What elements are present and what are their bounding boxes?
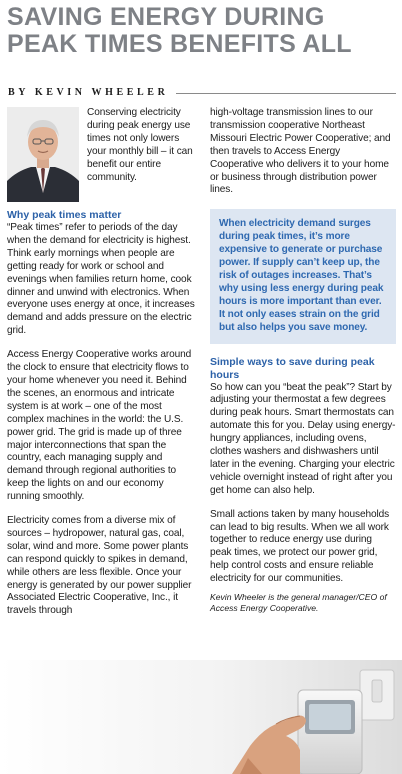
intro-paragraph: Conserving electricity during peak energy use times not only lowers your monthly bill – it can benefit our entire community.: [87, 107, 193, 183]
thermostat-photo: [0, 660, 402, 774]
paragraph: “Peak times” refer to periods of the day when the demand for electricity is highest. Think early mornings when people are getting ready for work or school and evenings when families return home, cook dinner and unwind with electronics. When everyone uses energy at once, it increases demand and adds pressure on the electric grid.: [7, 222, 195, 337]
author-portrait: [7, 107, 79, 202]
column-right: [210, 107, 396, 614]
pull-quote-text: When electricity demand surges during peak times, it’s more expensive to generate or purchase power. If supply can’t keep up, the risk of outages increases. That’s why using less energy during peak hours is more important than ever. It not only eases strain on the grid but also helps you save money.: [219, 218, 384, 333]
byline: BY KEVIN WHEELER: [8, 87, 169, 98]
paragraph: Small actions taken by many households can lead to big results. When we all work together to reduce energy use during peak times, we protect our power grid, help control costs and ensure reliable electricity for our communities.: [210, 508, 390, 585]
paragraph: Electricity comes from a diverse mix of sources – hydropower, natural gas, coal, solar, wind and more. Some power plants can respond quickly to spikes in demand, while others are less flexible. Once your energy is generated by our power supplier Associated Electric Cooperative, Inc., it travels through: [7, 515, 192, 617]
pull-quote: [210, 209, 396, 343]
byline-rule: [176, 93, 396, 94]
section-heading-simple-ways: Simple ways to save during peak hours: [210, 355, 375, 381]
paragraph: Access Energy Cooperative works around the clock to ensure that electricity flows to your home whenever you need it. Behind the scenes, an enormous and intricate system is at work – one of the most complex machines in the world: the U.S. power grid. The grid is made up of three major interconnections that span the country, each managing supply and demand through regional authorities to keep the lights on and our economy running smoothly.: [7, 349, 192, 503]
column-left: [7, 107, 199, 629]
paragraph: high-voltage transmission lines to our transmission cooperative Northeast Missouri Electric Power Cooperative; and then travels to Access Energy Cooperative who delivers it to your home or business through distribution power lines.: [210, 107, 391, 196]
thermostat-photo-image: [0, 660, 402, 774]
author-signature: Kevin Wheeler is the general manager/CEO of Access Energy Cooperative.: [210, 592, 387, 614]
paragraph: So how can you “beat the peak”? Start by adjusting your thermostat a few degrees during peak hours. Smart thermostats can automate this for you. Delay using energy-hungry appliances, including ovens, clothes washers and dishwashers until later in the evening. Charging your electric vehicle overnight instead of right after you get home can also help.: [210, 381, 396, 496]
author-portrait-image: [7, 107, 79, 202]
section-heading-why-peak: Why peak times matter: [7, 209, 122, 221]
intro-block: [7, 107, 199, 202]
article-headline: SAVING ENERGY DURING PEAK TIMES BENEFITS ALL: [7, 3, 352, 58]
